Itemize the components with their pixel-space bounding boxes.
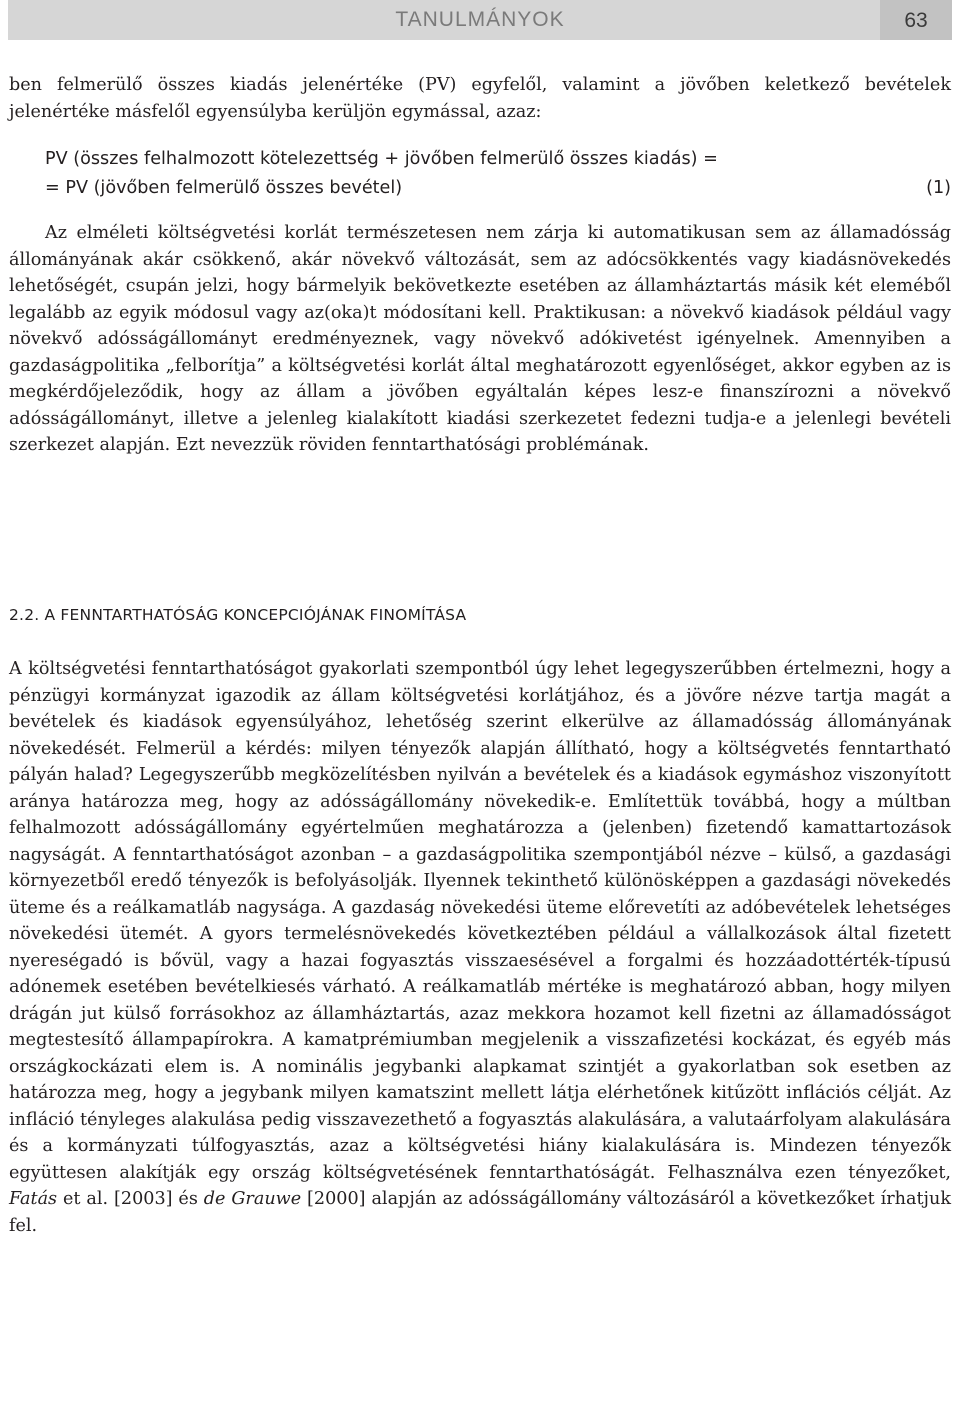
- equation-line-2: = PV (jövőben felmerülő összes bevétel): [45, 178, 403, 198]
- equation-line-1: PV (összes felhalmozott kötelezettség + jövőben felmerülő összes kiadás) =: [45, 149, 718, 169]
- citation-connector: et al. [2003] és: [57, 1189, 204, 1209]
- page-header: [8, 0, 952, 40]
- body-paragraph-2: Az elméleti költségvetési korlát természetesen nem zárja ki automatikusan sem az államadósság állományának akár csökkenő, akár növekvő változását, sem az adócsökkentés vagy kiadásnövekedés lehetőségét, csupán jelzi, hogy bármelyik bekövetkezte esetében az államháztartás másik két eleméből legalább az egyik módosul vagy az(oka)t módosítani kell. Praktikusan: a növekvő kiadások például vagy növekvő adósságállományt eredményeznek, vagy növekvő adókivetést igényelnek. Amennyiben a gazdaságpolitika „felborítja” a költségvetési korlát által meghatározott egyenlőséget, akkor egyben az is megkérdőjeleződik, hogy az állam a jövőben egyáltalán képes lesz-e finanszírozni a növekvő adósságállományt, illetve a jelenleg kialakított kiadási szerkezetet fedezni tudja-e a jelenlegi bevételi szerkezet alapján. Ezt nevezzük röviden fenntarthatósági problémának.: [9, 223, 951, 455]
- paragraph-3-tail: [2000] alapján az adósságállomány változásáról a következőket írhatjuk fel.: [9, 1189, 951, 1236]
- equation-number: (1): [926, 178, 951, 198]
- citation-author-de-grauwe: de Grauwe: [203, 1189, 302, 1209]
- intro-paragraph: ben felmerülő összes kiadás jelenértéke (PV) egyfelől, valamint a jövőben keletkező bevételek jelenértéke másfelől egyensúlyba kerüljön egymással, azaz:: [9, 75, 951, 122]
- citation-author-fatas: Fatás: [9, 1189, 58, 1209]
- equation-line-2-row: [45, 174, 951, 203]
- body-paragraph-3: [9, 656, 951, 1239]
- page-number: 63: [904, 9, 928, 32]
- running-header-title: TANULMÁNYOK: [395, 8, 565, 31]
- equation-block: [45, 145, 951, 203]
- page-number-box: [880, 0, 952, 40]
- section-heading: 2.2. A FENNTARTHATÓSÁG KONCEPCIÓJÁNAK FINOMÍTÁSA: [9, 606, 467, 624]
- paragraph-3-text: A költségvetési fenntarthatóságot gyakorlati szempontból úgy lehet legegyszerűbben értelmezni, hogy a pénzügyi kormányzat igazodik az állam költségvetési korlátjához, és a jövőre nézve tartja magát a bevételek és kiadások egyensúlyához, lehetőség szerint elkerülve az államadósság állományának növekedését. Felmerül a kérdés: milyen tényezők alapján állítható, hogy a költségvetés fenntartható pályán halad? Legegyszerűbb megközelítésben nyilván a bevételek és a kiadások egymáshoz viszonyított aránya határozza meg, hogy az adósságállomány növekedik-e. Említettük továbbá, hogy a múltban felhalmozott adósságállomány egyértelműen meghatározza a (jelenben) fizetendő kamattartozások nagyságát. A fenntarthatóságot azonban – a gazdaságpolitika szempontjából nézve – külső, a gazdasági környezetből eredő tényezők is befolyásolják. Ilyennek tekinthető különösképpen a gazdasági növekedés üteme és a reálkamatláb nagysága. A gazdaság növekedési üteme előrevetíti az adóbevételek lehetséges növekedési ütemét. A gyors termelésnövekedés következtében például a vállalkozások által fizetett nyereségadó is bővül, vagy a hazai fogyasztás visszaesésével a forgalmi és hozzáadottérték-típusú adónemek esetében bevételkiesés várható. A reálkamatláb mértéke is meghatározó abban, hogy milyen drágán jut külső forrásokhoz az államháztartás, azaz mekkora hozamot kell fizetni az államadósságot megtestesítő állampapírokra. A kamatprémiumban megjelenik a visszafizetési kockázat, és egyéb más országkockázati elem is. A nominális jegybanki alapkamat szintjét a gyakorlatban sok esetben az határozza meg, hogy a jegybank milyen kamatszint mellett látja elérhetőnek kitűzött inflációs célját. Az infláció tényleges alakulása pedig visszavezethető a fogyasztás alakulására, a valutaárfolyam alakulására és a kormányzati túlfogyasztás, azaz a költségvetési hiány kialakulására is. Mindezen tényezők együttesen alakítják egy ország költségvetésének fenntarthatóságát. Felhasználva ezen tényezőket,: [9, 659, 951, 1183]
